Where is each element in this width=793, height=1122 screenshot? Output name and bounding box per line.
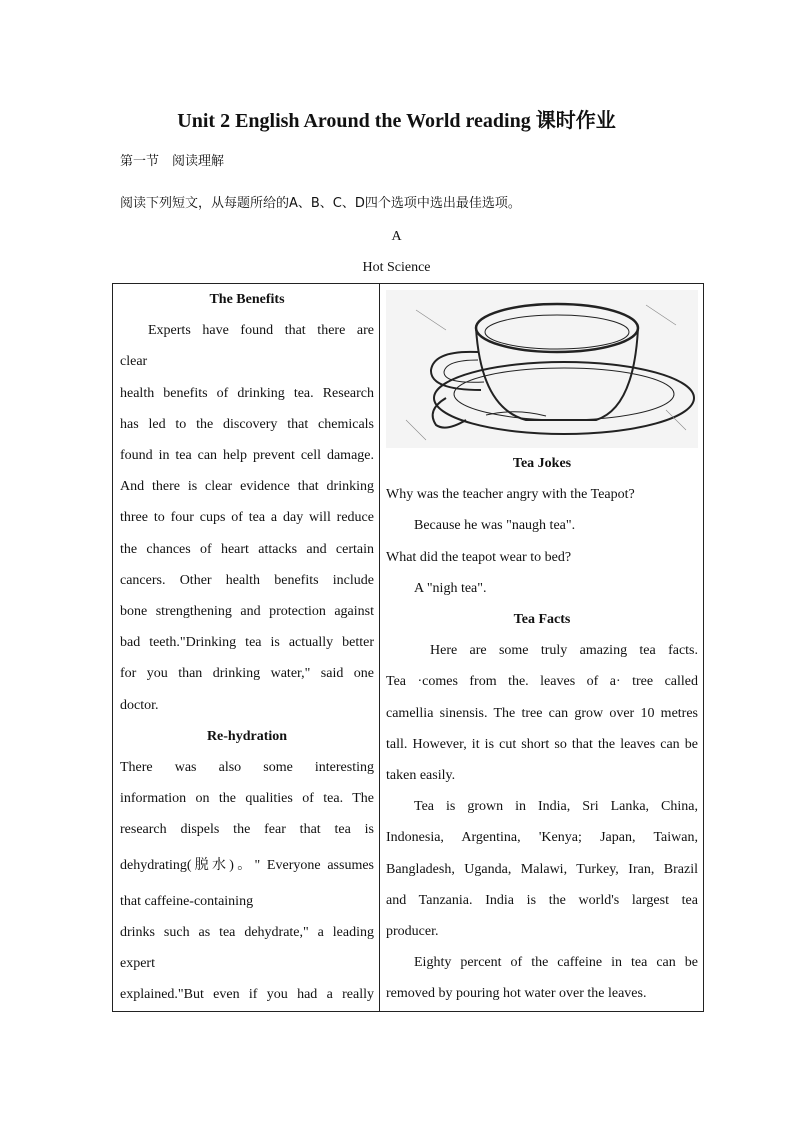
joke-question: What did the teapot wear to bed? [386, 549, 572, 565]
facts-line: and Tanzania. India is the world's largest tea [386, 892, 698, 908]
rehydration-heading: Re-hydration [206, 728, 288, 744]
facts-line: Tea ·comes from the. leaves of a· tree called [386, 674, 698, 690]
page-title [0, 104, 793, 133]
facts-line: Indonesia, Argentina, 'Kenya; Japan, Taiwan, [386, 830, 698, 846]
benefits-heading: The Benefits [209, 292, 285, 307]
facts-line: removed by pouring hot water over the leaves. [386, 986, 647, 1002]
teacup-icon [386, 290, 698, 448]
benefits-line: cancers. Other health benefits include [120, 572, 374, 588]
teacup-illustration [386, 290, 698, 448]
passage-table [112, 283, 704, 1012]
rehydration-line: There was also some interesting [120, 760, 374, 776]
benefits-line: bad teeth."Drinking tea is actually better [120, 635, 374, 651]
facts-line: tall. However, it is cut short so that the leaves can be [386, 736, 698, 752]
rehydration-line: explained."But even if you had a really [120, 987, 374, 1003]
section-heading: 第一节 阅读理解 [120, 154, 225, 169]
rehydration-line: dehydrating(脱水)。" Everyone assumes [120, 857, 374, 873]
benefits-line: the chances of heart attacks and certain [120, 541, 374, 557]
joke-question: Why was the teacher angry with the Teapot? [386, 487, 635, 503]
benefits-line: doctor. [120, 697, 159, 713]
facts-line: taken easily. [386, 768, 456, 784]
passage-letter: A [391, 229, 402, 244]
benefits-line: bone strengthening and protection against [120, 604, 374, 620]
benefits-line: has led to the discovery that chemicals [120, 416, 374, 432]
column-divider [379, 284, 380, 1011]
facts-line: camellia sinensis. The tree can grow over 10 metres [386, 705, 698, 721]
passage-title: Hot Science [362, 260, 431, 275]
rehydration-line: that caffeine-containing [120, 893, 254, 909]
title-chinese: 课时作业 [535, 108, 616, 132]
facts-line: producer. [386, 924, 439, 940]
rehydration-line: information on the qualities of tea. The [120, 791, 374, 807]
right-column [386, 284, 698, 1010]
benefits-line: for you than drinking water," said one [120, 666, 374, 682]
facts-line: Here are some truly amazing tea facts. [430, 643, 698, 659]
jokes-heading: Tea Jokes [512, 456, 572, 471]
benefits-line: clear [120, 354, 148, 370]
benefits-line: Experts have found that there are [148, 323, 374, 339]
benefits-line: And there is clear evidence that drinking [120, 479, 374, 495]
facts-heading: Tea Facts [513, 612, 571, 628]
rehydration-line: research dispels the fear that tea is [120, 822, 374, 838]
title-english: Unit 2 English Around the World reading [177, 110, 531, 132]
facts-line: Bangladesh, Uganda, Malawi, Turkey, Iran, Brazil [386, 861, 698, 877]
facts-line: Tea is grown in India, Sri Lanka, China, [414, 799, 698, 815]
rehydration-line: drinks such as tea dehydrate," a leading [120, 924, 374, 940]
rehydration-line: expert [120, 956, 155, 972]
facts-line: Eighty percent of the caffeine in tea can be [414, 955, 698, 971]
benefits-line: found in tea can help prevent cell damage. [120, 448, 374, 464]
left-column [120, 284, 374, 1010]
joke-answer: Because he was "naugh tea". [414, 518, 576, 534]
joke-answer: A "nigh tea". [414, 580, 487, 596]
benefits-line: three to four cups of tea a day will reduce [120, 510, 374, 526]
benefits-line: health benefits of drinking tea. Research [120, 385, 374, 401]
instructions: 阅读下列短文，从每题所给的A、B、C、D四个选项中选出最佳选项。 [120, 196, 521, 211]
